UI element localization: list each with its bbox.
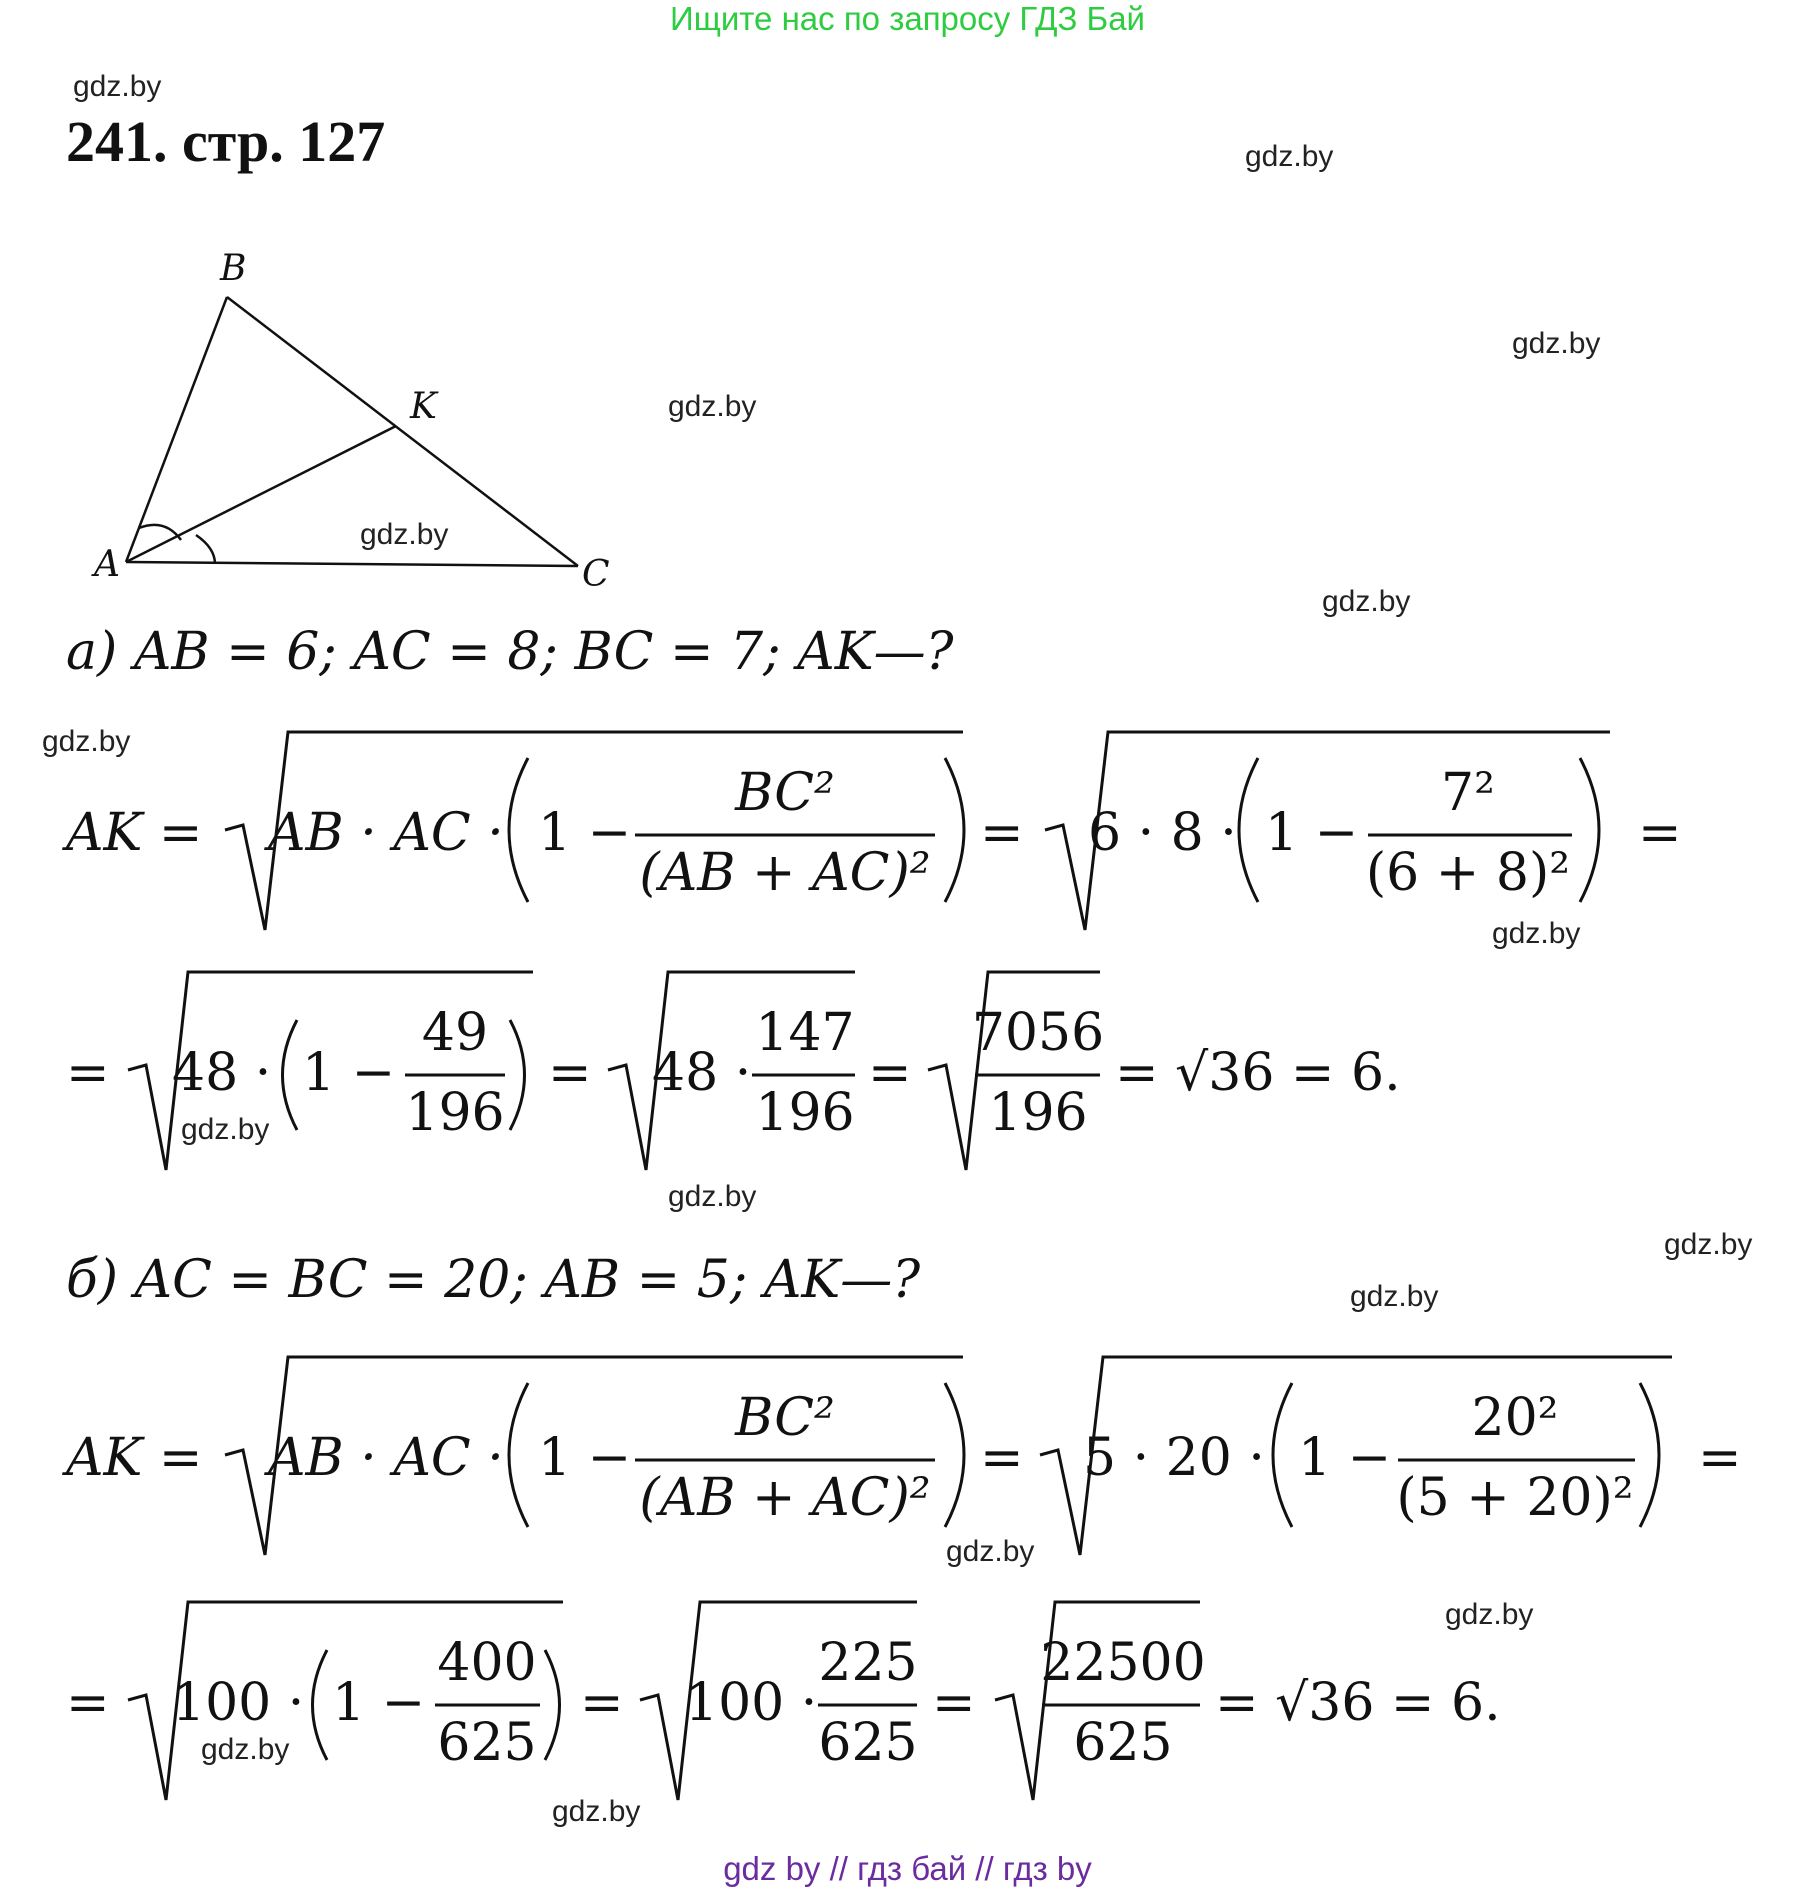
watermark: gdz.by (668, 1180, 757, 1213)
angle-arc-2 (196, 535, 215, 564)
svg-text:100 ·: 100 · (685, 1673, 818, 1733)
svg-text:AK =: AK = (66, 803, 203, 863)
svg-text:(AB + AC)²: (AB + AC)² (639, 843, 931, 903)
svg-text:BC²: BC² (735, 1388, 835, 1448)
watermark: gdz.by (360, 518, 449, 551)
svg-text:AB · AC ·: AB · AC · (268, 1428, 504, 1488)
watermark: gdz.by (1492, 917, 1581, 950)
svg-text:196: 196 (988, 1083, 1088, 1143)
watermark: gdz.by (73, 70, 162, 103)
vertex-c-label: C (582, 554, 610, 595)
side-ab (126, 297, 227, 562)
svg-text:=: = (980, 1428, 1024, 1488)
watermark: gdz.by (668, 390, 757, 423)
part-a-formula-line1 (0, 720, 1815, 940)
svg-text:=: = (66, 1043, 110, 1103)
part-a-formula-line2 (0, 960, 1815, 1180)
svg-text:=: = (1638, 803, 1682, 863)
watermark: gdz.by (1664, 1228, 1753, 1261)
watermark: gdz.by (181, 1113, 270, 1146)
svg-text:196: 196 (755, 1083, 855, 1143)
watermark: gdz.by (1512, 327, 1601, 360)
svg-text:49: 49 (421, 1003, 489, 1063)
svg-text:=: = (980, 803, 1024, 863)
svg-text:(6 + 8)²: (6 + 8)² (1365, 843, 1571, 903)
svg-text:1 −: 1 − (302, 1043, 396, 1103)
svg-text:20²: 20² (1471, 1388, 1559, 1448)
svg-text:BC²: BC² (735, 763, 835, 823)
svg-text:1 −: 1 − (538, 1428, 632, 1488)
svg-text:6 · 8 ·: 6 · 8 · (1088, 803, 1237, 863)
svg-text:=: = (548, 1043, 592, 1103)
svg-text:=: = (66, 1673, 110, 1733)
svg-text:AB · AC ·: AB · AC · (268, 803, 504, 863)
svg-text:7056: 7056 (971, 1003, 1105, 1063)
svg-text:48 ·: 48 · (652, 1043, 752, 1103)
watermark: gdz.by (552, 1795, 641, 1828)
vertex-a-label: A (94, 544, 120, 585)
svg-text:625: 625 (1073, 1713, 1173, 1773)
svg-text:225: 225 (818, 1633, 918, 1693)
svg-text:(5 + 20)²: (5 + 20)² (1396, 1468, 1634, 1528)
svg-text:1 −: 1 − (332, 1673, 426, 1733)
svg-text:(AB + AC)²: (AB + AC)² (639, 1468, 931, 1528)
svg-text:1 −: 1 − (1298, 1428, 1392, 1488)
bisector-ak (126, 426, 396, 562)
svg-text:48 ·: 48 · (172, 1043, 272, 1103)
triangle-diagram (80, 240, 640, 600)
footer-links[interactable]: gdz by // гдз бай // гдз by (723, 1850, 1092, 1887)
svg-text:7²: 7² (1441, 763, 1495, 823)
watermark: gdz.by (1322, 585, 1411, 618)
svg-text:=: = (932, 1673, 976, 1733)
svg-text:= √36 = 6.: = √36 = 6. (1215, 1673, 1501, 1733)
svg-text:= √36 = 6.: = √36 = 6. (1115, 1043, 1401, 1103)
svg-text:400: 400 (437, 1633, 537, 1693)
part-b-condition: б) AC = BC = 20; AB = 5; AK—? (66, 1250, 921, 1310)
svg-text:625: 625 (437, 1713, 537, 1773)
promo-banner: Ищите нас по запросу ГДЗ Бай (670, 0, 1145, 37)
svg-text:100 ·: 100 · (172, 1673, 305, 1733)
svg-text:=: = (1698, 1428, 1742, 1488)
svg-text:1 −: 1 − (538, 803, 632, 863)
problem-title: 241. стр. 127 (66, 109, 386, 174)
svg-text:625: 625 (818, 1713, 918, 1773)
svg-text:=: = (580, 1673, 624, 1733)
watermark: gdz.by (201, 1733, 290, 1766)
vertex-b-label: B (220, 248, 247, 289)
part-b-formula-line1 (0, 1345, 1815, 1565)
watermark: gdz.by (42, 725, 131, 758)
point-k-label: K (410, 386, 437, 427)
svg-text:196: 196 (405, 1083, 505, 1143)
part-b-formula-line2 (0, 1590, 1815, 1810)
side-bc (227, 297, 578, 566)
svg-text:1 −: 1 − (1265, 803, 1359, 863)
watermark: gdz.by (946, 1535, 1035, 1568)
side-ac (126, 562, 578, 566)
svg-text:AK =: AK = (66, 1428, 203, 1488)
watermark: gdz.by (1350, 1280, 1439, 1313)
svg-text:147: 147 (755, 1003, 855, 1063)
watermark: gdz.by (1445, 1598, 1534, 1631)
svg-text:22500: 22500 (1040, 1633, 1206, 1693)
part-a-condition: а) AB = 6; AC = 8; BC = 7; AK—? (66, 622, 954, 682)
watermark: gdz.by (1245, 140, 1334, 173)
svg-text:=: = (868, 1043, 912, 1103)
svg-text:5 · 20 ·: 5 · 20 · (1083, 1428, 1265, 1488)
